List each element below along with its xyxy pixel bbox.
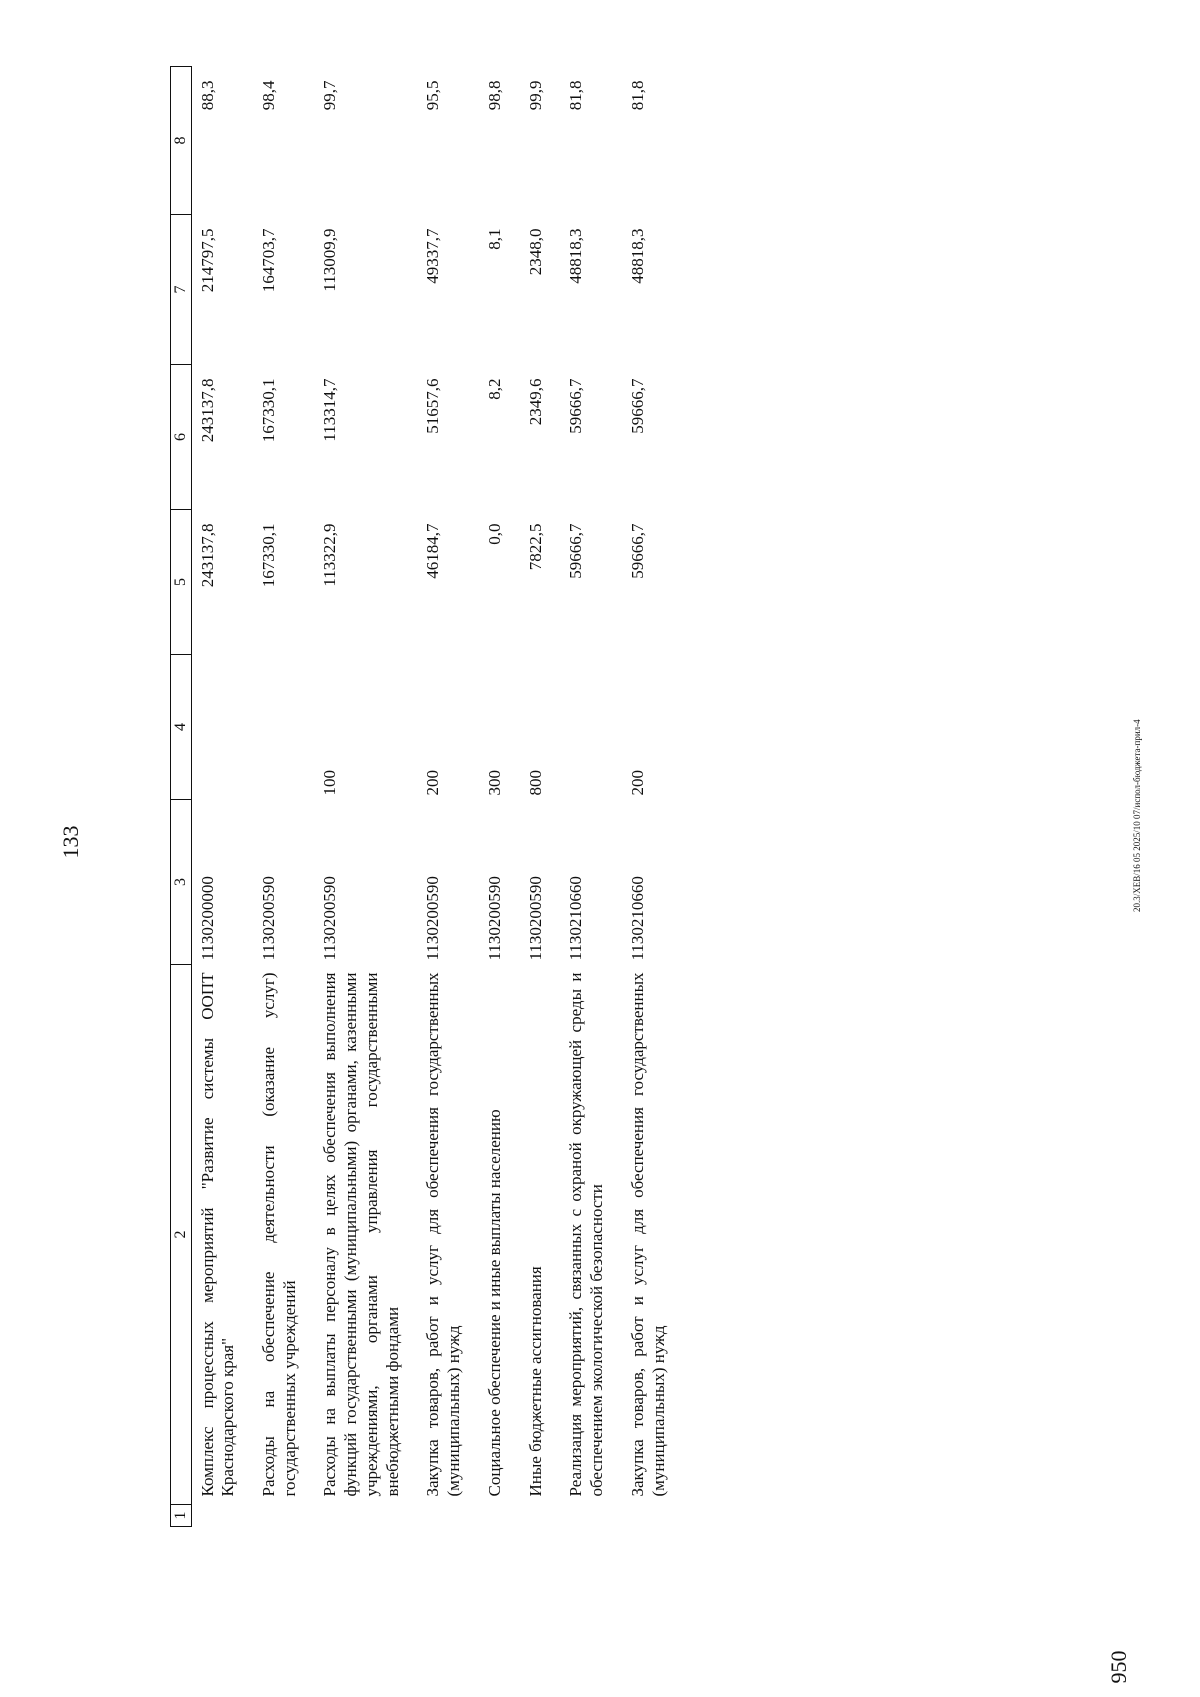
row-value-5: 59666,7 [566, 523, 586, 579]
row-value-6: 59666,7 [627, 378, 647, 434]
column-header-1: 1 [171, 1505, 192, 1527]
row-value-5: 0,0 [484, 523, 504, 545]
bottom-page-number: 950 [1106, 1650, 1131, 1684]
row-type [191, 655, 253, 800]
row-name: Расходы на обеспечение деятельности (оказание услуг) государственных учреждений [258, 972, 299, 1497]
row-name: Комплекс процессных мероприятий "Развитие системы ООПТ Краснодарского края" [197, 972, 238, 1497]
row-name: Реализация мероприятий, связанных с охраной окружающей среды и обеспечением экологической безопасности [566, 972, 607, 1497]
row-value-8: 88,3 [197, 80, 217, 111]
table-row [560, 67, 621, 1527]
document-reference-code: 20.3/XEB/16 05 2025/10 07/испол-бюджета-прил-4 [1132, 719, 1142, 912]
row-code: 1130200590 [525, 876, 545, 961]
row-value-6: 167330,1 [258, 378, 278, 443]
row-value-7: 8,1 [484, 228, 504, 250]
row-value-6: 113314,7 [320, 378, 340, 442]
row-name: Иные бюджетные ассигнования [525, 1266, 545, 1497]
row-name: Закупка товаров, работ и услуг для обеспечения государственных (муниципальных) нужд [627, 972, 668, 1497]
row-value-6: 243137,8 [197, 378, 217, 443]
row-value-8: 95,5 [423, 80, 443, 111]
budget-table [170, 66, 683, 1527]
row-name: Закупка товаров, работ и услуг для обеспечения государственных (муниципальных) нужд [423, 972, 464, 1497]
row-value-5: 243137,8 [197, 523, 217, 588]
row-type: 100 [320, 770, 340, 796]
table-row [253, 67, 314, 1527]
table-row [191, 67, 253, 1527]
row-value-5: 7822,5 [525, 523, 545, 571]
row-value-8: 98,8 [484, 80, 504, 111]
page-number: 133 [58, 825, 83, 859]
row-value-7: 49337,7 [423, 228, 443, 284]
row-value-8: 81,8 [627, 80, 647, 111]
column-header-3: 3 [171, 800, 192, 965]
row-value-5: 167330,1 [258, 523, 278, 588]
row-code: 1130200000 [197, 876, 217, 961]
row-name: Социальное обеспечение и иные выплаты населению [484, 1109, 504, 1497]
row-value-7: 113009,9 [320, 228, 340, 292]
column-header-7: 7 [171, 215, 192, 365]
row-value-5: 59666,7 [627, 523, 647, 579]
row-value-5: 46184,7 [423, 523, 443, 579]
row-value-7: 48818,3 [566, 228, 586, 284]
row-value-7: 2348,0 [525, 228, 545, 276]
row-type: 300 [484, 770, 504, 796]
table-row [314, 67, 417, 1527]
row-value-8: 99,9 [525, 80, 545, 111]
header-row [171, 67, 192, 1527]
row-code: 1130200590 [258, 876, 278, 961]
row-type [560, 655, 621, 800]
column-header-2: 2 [171, 965, 192, 1505]
row-value-8: 99,7 [320, 80, 340, 111]
row-value-7: 48818,3 [627, 228, 647, 284]
row-value-5: 113322,9 [320, 523, 340, 587]
column-header-6: 6 [171, 365, 192, 510]
row-name: Расходы на выплаты персоналу в целях обеспечения выполнения функций государственными (муниципальными) органами, казенными учреждениями, органами управления государственными внебюджетными фондами [320, 972, 402, 1497]
row-value-8: 98,4 [258, 80, 278, 111]
column-header-5: 5 [171, 510, 192, 655]
row-value-7: 214797,5 [197, 228, 217, 293]
row-value-6: 51657,6 [423, 378, 443, 434]
table-row [622, 67, 683, 1527]
row-value-7: 164703,7 [258, 228, 278, 293]
row-code: 1130200590 [484, 876, 504, 961]
row-code: 1130200590 [423, 876, 443, 961]
row-value-8: 81,8 [566, 80, 586, 111]
table-row [417, 67, 478, 1527]
row-value-6: 8,2 [484, 378, 504, 400]
row-value-6: 2349,6 [525, 378, 545, 426]
row-type [253, 655, 314, 800]
row-value-6: 59666,7 [566, 378, 586, 434]
row-code: 1130210660 [566, 876, 586, 961]
row-type: 200 [627, 770, 647, 796]
column-header-8: 8 [171, 67, 192, 215]
column-header-4: 4 [171, 655, 192, 800]
table-row [520, 67, 561, 1527]
row-code: 1130200590 [320, 876, 340, 961]
table-row [479, 67, 520, 1527]
row-type: 800 [525, 770, 545, 796]
row-code: 1130210660 [627, 876, 647, 961]
row-type: 200 [423, 770, 443, 796]
